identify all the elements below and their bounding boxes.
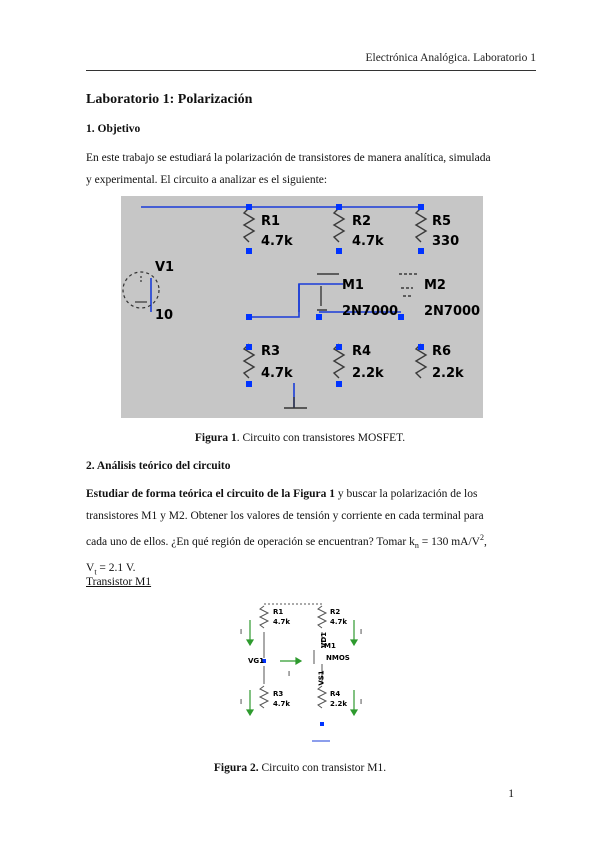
node-r3-top [246,344,252,350]
fig2-r1-symbol [260,606,268,628]
fig2-i3-label: I [240,698,243,706]
r5-symbol [416,208,426,242]
kn-subscript: n [414,541,419,551]
r3-value: 4.7k [261,366,293,381]
node-r2-bottom [336,248,342,254]
r2-value: 4.7k [352,234,384,249]
fig2-r4-symbol [318,686,326,708]
fig2-i2-label: I [360,628,363,636]
objective-line-1: En este trabajo se estudiará la polarización de transistores de manera analítica, simulada [86,152,491,164]
v1-value: 10 [155,308,174,323]
m1-name: M1 [342,278,364,293]
m2-name: M2 [424,278,446,293]
ground-symbol [284,397,307,408]
fig2-r3-name: R3 [273,690,284,698]
fig2-i4-arrowhead [351,710,357,715]
fig2-vg1-label: VG1 [248,657,265,665]
fig2-r2-name: R2 [330,608,341,616]
figure-2-schematic [230,598,370,748]
figure-2-circuit [230,598,370,748]
vt-subscript: t [94,567,97,577]
fig2-vs1-label: VS1 [317,670,326,686]
figure-2-caption-label: Figura 2. [213,762,259,774]
page-number: 1 [508,788,514,800]
node-r2-top [336,204,342,210]
node-r3-bottom [246,381,252,387]
r2-symbol [334,208,344,242]
fig2-r2-value: 4.7k [330,618,348,626]
section-2-line-2: transistores M1 y M2. Obtener los valores de tensión y corriente en cada terminal para [86,510,484,522]
transistor-m1-heading: Transistor M1 [86,576,152,588]
section-2-line-1-rest: y buscar la polarización de los [335,488,478,500]
figure-2-caption [0,762,600,774]
section-2-line-3b: = 130 mA/V [418,535,480,548]
fig2-m1-name: M1 [324,642,336,650]
v1-source-symbol [123,272,159,308]
section-2-line-3a: cada uno de ellos. ¿En qué región de operación se encuentran? Tomar k [86,535,415,548]
r1-symbol [244,208,254,242]
fig2-r1-name: R1 [273,608,284,616]
fig2-r3-symbol [260,686,268,708]
m1-symbol [317,274,339,310]
figure-1-caption-label: Figura 1 [194,432,237,444]
section-2-paragraph [86,483,516,583]
fig2-nmos-label: NMOS [326,654,350,662]
node-r6-top [418,344,424,350]
section-2-line-3c: , [483,535,487,548]
fig2-r3-value: 4.7k [273,700,291,708]
node-r4-bottom [336,381,342,387]
fig2-ig-arrowhead [296,658,301,664]
node-gate [246,314,252,320]
vt-symbol: V [86,562,95,575]
node-r1-top [246,204,252,210]
node-r5-bottom [418,248,424,254]
fig2-i3-arrowhead [247,710,253,715]
m2-model: 2N7000 [424,304,481,319]
figure-1-circuit [121,196,483,418]
m1-model: 2N7000 [342,304,399,319]
v1-name: V1 [155,260,175,275]
r2-name: R2 [352,214,372,229]
header-rule [86,70,536,71]
m2-symbol [399,274,419,296]
vt-value: = 2.1 V. [96,562,136,575]
figure-1-caption-text: . Circuito con transistores MOSFET. [236,432,406,444]
section-2-heading: 2. Análisis teórico del circuito [86,460,231,472]
squared-superscript: 2 [479,533,484,542]
fig2-r4-name: R4 [330,690,341,698]
r6-value: 2.2k [432,366,464,381]
fig2-i1-arrowhead [247,640,253,645]
node-m2-gate [398,314,404,320]
figure-2-caption-text: Circuito con transistor M1. [258,762,387,774]
fig2-i2-arrowhead [351,640,357,645]
section-1-paragraph [86,147,516,191]
objective-line-2: y experimental. El circuito a analizar es el siguiente: [86,174,328,186]
node-r5-top [418,204,424,210]
r4-value: 2.2k [352,366,384,381]
r4-name: R4 [352,344,372,359]
fig2-vd1-label: VD1 [320,631,329,649]
fig2-r4-value: 2.2k [330,700,348,708]
fig2-i1-label: I [240,628,243,636]
r5-value: 330 [432,234,460,249]
node-m1-source [316,314,322,320]
fig2-r1-value: 4.7k [273,618,291,626]
node-r1-bottom [246,248,252,254]
section-1-heading: 1. Objetivo [86,123,141,135]
fig2-node-source-bottom [320,722,324,726]
fig2-r2-symbol [318,606,326,628]
r6-name: R6 [432,344,452,359]
r3-name: R3 [261,344,281,359]
node-r4-top [336,344,342,350]
running-header: Electrónica Analógica. Laboratorio 1 [365,52,536,64]
r1-value: 4.7k [261,234,293,249]
section-2-bold-lead: Estudiar de forma teórica el circuito de la Figura 1 [86,488,336,500]
figure-1-caption [0,432,600,444]
r5-name: R5 [432,214,452,229]
page-title: Laboratorio 1: Polarización [86,92,253,107]
fig2-ig-label: I [288,670,291,678]
r1-name: R1 [261,214,281,229]
fig2-i4-label: I [360,698,363,706]
